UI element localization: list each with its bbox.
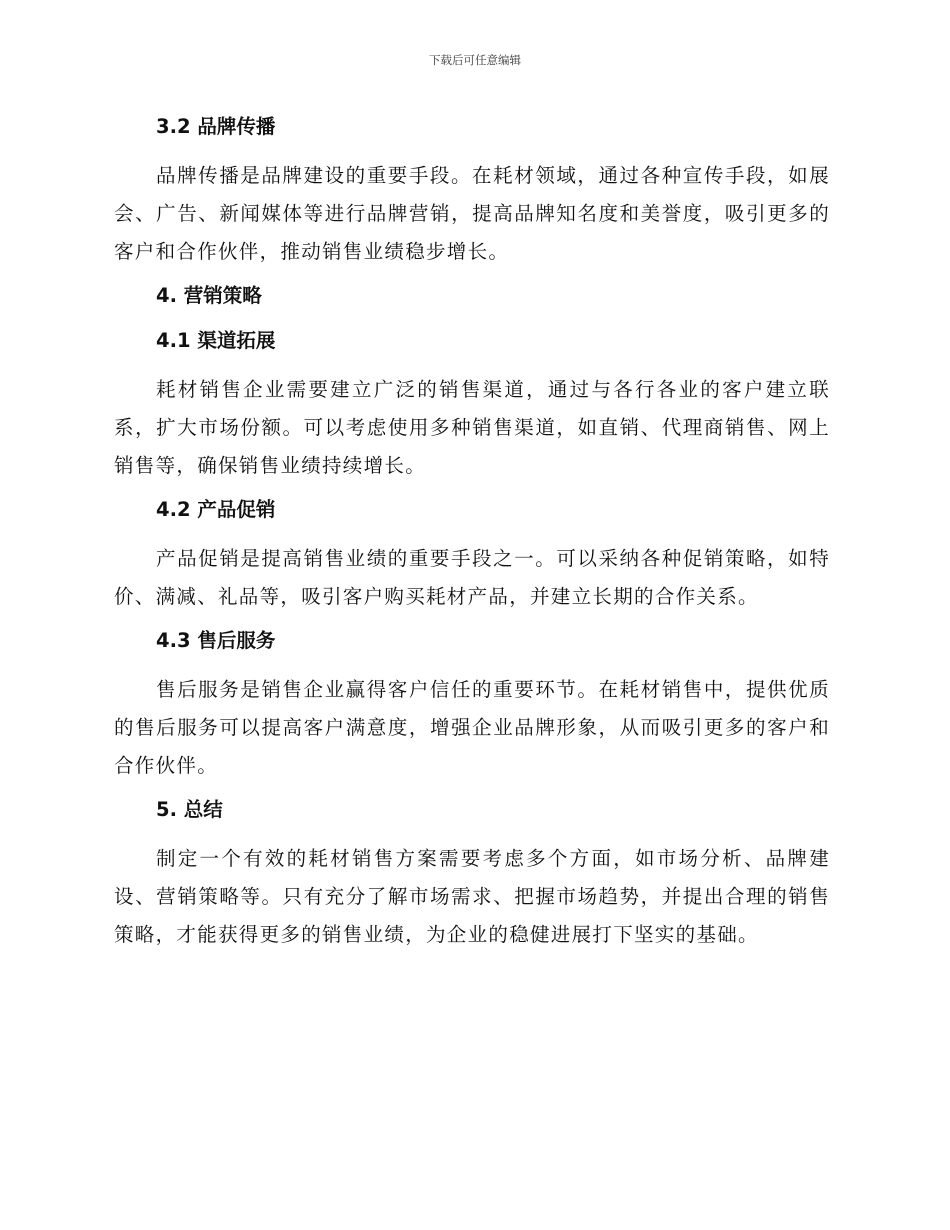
section-after-sales-service <box>114 626 830 785</box>
section-marketing-strategy <box>114 281 830 311</box>
section-paragraph: 耗材销售企业需要建立广泛的销售渠道，通过与各行各业的客户建立联系，扩大市场份额。可以考虑使用多种销售渠道，如直销、代理商销售、网上销售等，确保销售业绩持续增长。 <box>114 378 830 477</box>
section-heading: 4.2 产品促销 <box>156 498 276 521</box>
section-summary <box>114 795 830 954</box>
section-brand-communication <box>114 112 830 271</box>
section-channel-expansion <box>114 326 830 485</box>
section-heading: 4. 营销策略 <box>156 284 262 307</box>
section-heading: 4.1 渠道拓展 <box>156 329 276 352</box>
section-product-promotion <box>114 495 830 616</box>
section-paragraph: 产品促销是提高销售业绩的重要手段之一。可以采纳各种促销策略，如特价、满减、礼品等，吸引客户购买耗材产品，并建立长期的合作关系。 <box>114 547 830 608</box>
document-body <box>114 112 830 964</box>
section-heading: 5. 总结 <box>156 798 223 821</box>
section-heading: 4.3 售后服务 <box>156 629 276 652</box>
page-header-note: 下载后可任意编辑 <box>429 53 521 67</box>
section-heading: 3.2 品牌传播 <box>156 115 276 138</box>
section-paragraph: 制定一个有效的耗材销售方案需要考虑多个方面，如市场分析、品牌建设、营销策略等。只有充分了解市场需求、把握市场趋势，并提出合理的销售策略，才能获得更多的销售业绩，为企业的稳健进展打下坚实的基础。 <box>114 847 830 946</box>
section-paragraph: 售后服务是销售企业赢得客户信任的重要环节。在耗材销售中，提供优质的售后服务可以提高客户满意度，增强企业品牌形象，从而吸引更多的客户和合作伙伴。 <box>114 678 830 777</box>
section-paragraph: 品牌传播是品牌建设的重要手段。在耗材领域，通过各种宣传手段，如展会、广告、新闻媒体等进行品牌营销，提高品牌知名度和美誉度，吸引更多的客户和合作伙伴，推动销售业绩稳步增长。 <box>114 164 830 263</box>
